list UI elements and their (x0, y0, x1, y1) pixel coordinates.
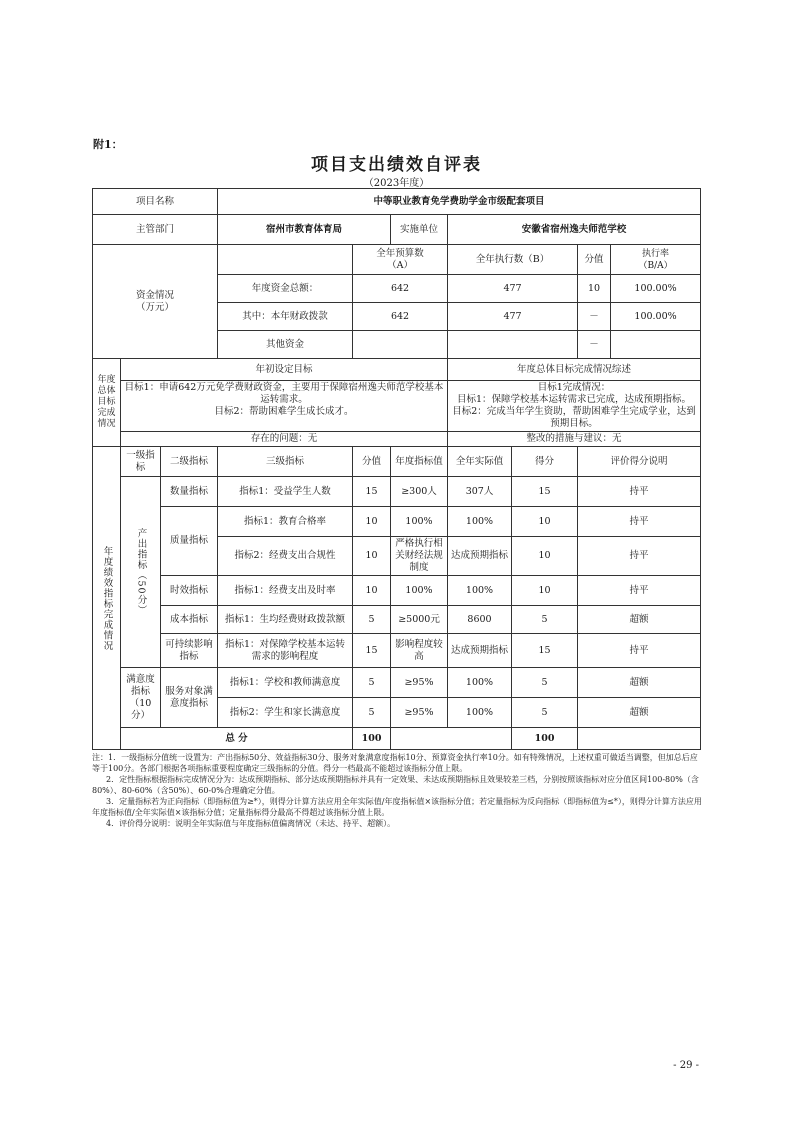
level2-header: 二级指标 (161, 447, 218, 477)
category-sustain: 可持续影响指标 (161, 634, 218, 668)
indicator-target: ≥300人 (391, 477, 448, 507)
score-header: 分值 (353, 447, 391, 477)
funds-section-label: 资金情况 （万元） (93, 245, 218, 359)
funds-row-budget: 642 (353, 303, 448, 331)
indicator-score: 5 (353, 668, 391, 698)
indicator-points: 10 (512, 537, 578, 576)
funds-row-executed: 477 (448, 275, 578, 303)
indicator-target: 影响程度较高 (391, 634, 448, 668)
goals-header-row (93, 359, 701, 381)
indicator-points: 5 (512, 698, 578, 728)
indicator-score: 10 (353, 537, 391, 576)
indicator-row (93, 477, 701, 507)
indicator-actual: 8600 (448, 606, 512, 634)
funds-row-executed: 477 (448, 303, 578, 331)
indicator-actual: 100% (448, 576, 512, 606)
department-value: 宿州市教育体育局 (218, 215, 391, 245)
indicator-remark: 超额 (578, 606, 701, 634)
goals-set-header: 年初设定目标 (121, 359, 448, 381)
indicator-remark: 持平 (578, 537, 701, 576)
indicator-actual: 100% (448, 507, 512, 537)
project-name-label: 项目名称 (93, 189, 218, 215)
footnote: 4．评价得分说明：说明全年实际值与年度指标值偏离情况（未达、持平、超额）。 (106, 819, 396, 828)
indicators-section-label: 年度绩效指标完成情况 (93, 447, 121, 750)
indicator-remark: 持平 (578, 634, 701, 668)
category-time: 时效指标 (161, 576, 218, 606)
indicator-target: ≥95% (391, 668, 448, 698)
page-number: - 29 - (673, 1060, 699, 1071)
goals-result-text: 目标1完成情况： 目标1：保障学校基本运转需求已完成，达成预期指标。 目标2：完成当年学生资助，帮助困难学生完成学业，达到预期目标。 (448, 381, 701, 432)
indicator-remark: 超额 (578, 668, 701, 698)
category-service: 服务对象满意度指标 (161, 668, 218, 728)
satisfaction-indicator-label: 满意度指标（10分） (121, 668, 161, 728)
implementer-value: 安徽省宿州逸夫师范学校 (448, 215, 701, 245)
indicator-points: 5 (512, 668, 578, 698)
funds-row-label: 其他资金 (218, 331, 353, 359)
remark-header: 评价得分说明 (578, 447, 701, 477)
funds-header-row (93, 245, 701, 275)
indicator-name: 指标1：教育合格率 (218, 507, 353, 537)
indicator-actual: 达成预期指标 (448, 634, 512, 668)
funds-row-rate (611, 331, 701, 359)
goals-section-label: 年度总体目标完成情况 (93, 359, 121, 447)
indicator-target: 100% (391, 576, 448, 606)
indicator-row (93, 634, 701, 668)
total-row (93, 728, 701, 750)
indicator-row (93, 606, 701, 634)
page-title: 项目支出绩效自评表 (311, 155, 482, 175)
indicators-header-row (93, 447, 701, 477)
indicator-name: 指标1：对保障学校基本运转需求的影响程度 (218, 634, 353, 668)
funds-rate-header: 执行率 （B/A） (611, 245, 701, 275)
implementer-label: 实施单位 (391, 215, 448, 245)
indicator-score: 5 (353, 698, 391, 728)
indicator-remark: 持平 (578, 477, 701, 507)
goals-result-header: 年度总体目标完成情况综述 (448, 359, 701, 381)
indicator-name: 指标2：学生和家长满意度 (218, 698, 353, 728)
indicator-name: 指标1：经费支出及时率 (218, 576, 353, 606)
indicator-name: 指标1：生均经费财政拨款额 (218, 606, 353, 634)
total-label: 总 分 (121, 728, 353, 750)
goals-issues-row (93, 432, 701, 447)
funds-empty-header (218, 245, 353, 275)
indicator-points: 15 (512, 634, 578, 668)
funds-row-label: 年度资金总额： (218, 275, 353, 303)
indicator-actual: 100% (448, 668, 512, 698)
indicator-target: 严格执行相关财经法规制度 (391, 537, 448, 576)
indicator-score: 15 (353, 634, 391, 668)
indicator-points: 10 (512, 576, 578, 606)
attachment-label: 附1： (93, 138, 123, 151)
total-blank (391, 728, 512, 750)
project-name-row (93, 189, 701, 215)
footnote: 2．定性指标根据指标完成情况分为：达成预期指标、部分达成预期指标并具有一定效果、未达成预期指标且效果较差三档，分别按照该指标对应分值区间100-80%（含80%）、80-60%（含50%）、60-0%合理确定分值。 (92, 775, 699, 795)
funds-budget-header: 全年预算数 （A） (353, 245, 448, 275)
footnote: 3．定量指标若为正向指标（即指标值为≥*），则得分计算方法应用全年实际值/年度指标值×该指标分值；若定量指标为反向指标（即指标值为≤*），则得分计算方法应用年度指标值/全年实际值×该指标分值；定量指标得分最高不得超过该指标分值上限。 (92, 797, 702, 817)
funds-row-budget (353, 331, 448, 359)
indicator-score: 10 (353, 576, 391, 606)
goals-problems: 存在的问题：无 (121, 432, 448, 447)
funds-executed-header: 全年执行数（B） (448, 245, 578, 275)
funds-row-rate: 100.00% (611, 275, 701, 303)
indicator-row (93, 576, 701, 606)
funds-row-score: － (578, 303, 611, 331)
evaluation-table (92, 188, 701, 750)
indicator-score: 15 (353, 477, 391, 507)
level1-header: 一级指标 (121, 447, 161, 477)
total-points: 100 (512, 728, 578, 750)
indicator-target: 100% (391, 507, 448, 537)
indicator-actual: 100% (448, 698, 512, 728)
report-year: （2023年度） (363, 178, 430, 189)
goals-measures: 整改的措施与建议：无 (448, 432, 701, 447)
indicator-remark: 超额 (578, 698, 701, 728)
indicator-points: 15 (512, 477, 578, 507)
funds-row-rate: 100.00% (611, 303, 701, 331)
indicator-remark: 持平 (578, 507, 701, 537)
indicator-name: 指标2：经费支出合规性 (218, 537, 353, 576)
funds-row-label: 其中：本年财政拨款 (218, 303, 353, 331)
indicator-actual: 307人 (448, 477, 512, 507)
target-header: 年度指标值 (391, 447, 448, 477)
funds-row-score: 10 (578, 275, 611, 303)
indicator-name: 指标1：学校和教师满意度 (218, 668, 353, 698)
funds-score-header: 分值 (578, 245, 611, 275)
indicator-row (93, 668, 701, 698)
footnote: 注：1．一级指标分值统一设置为：产出指标50分、效益指标30分、服务对象满意度指标10分、预算资金执行率10分。如有特殊情况，上述权重可做适当调整，但加总后应等于100分。各部门根据各项指标重要程度确定三级指标的分值。得分一档最高不能超过该指标分值上限。 (92, 753, 698, 773)
actual-header: 全年实际值 (448, 447, 512, 477)
goals-set-text: 目标1：申请642万元免学费财政资金，主要用于保障宿州逸夫师范学校基本运转需求。 目标2：帮助困难学生成长成才。 (121, 381, 448, 432)
goals-content-row (93, 381, 701, 432)
indicator-score: 5 (353, 606, 391, 634)
points-header: 得分 (512, 447, 578, 477)
category-quantity: 数量指标 (161, 477, 218, 507)
indicator-remark: 持平 (578, 576, 701, 606)
funds-row-budget: 642 (353, 275, 448, 303)
indicator-score: 10 (353, 507, 391, 537)
indicator-target: ≥95% (391, 698, 448, 728)
total-remark-blank (578, 728, 701, 750)
indicator-points: 5 (512, 606, 578, 634)
indicator-points: 10 (512, 507, 578, 537)
indicator-name: 指标1：受益学生人数 (218, 477, 353, 507)
department-row (93, 215, 701, 245)
indicator-target: ≥5000元 (391, 606, 448, 634)
level3-header: 三级指标 (218, 447, 353, 477)
indicator-actual: 达成预期指标 (448, 537, 512, 576)
project-name-value: 中等职业教育免学费助学金市级配套项目 (218, 189, 701, 215)
footnotes (92, 752, 704, 829)
category-cost: 成本指标 (161, 606, 218, 634)
output-indicator-label: 产出指标（50分） (121, 477, 161, 668)
total-score: 100 (353, 728, 391, 750)
category-quality: 质量指标 (161, 507, 218, 576)
department-label: 主管部门 (93, 215, 218, 245)
indicator-row (93, 507, 701, 537)
funds-row-executed (448, 331, 578, 359)
funds-row-score: － (578, 331, 611, 359)
